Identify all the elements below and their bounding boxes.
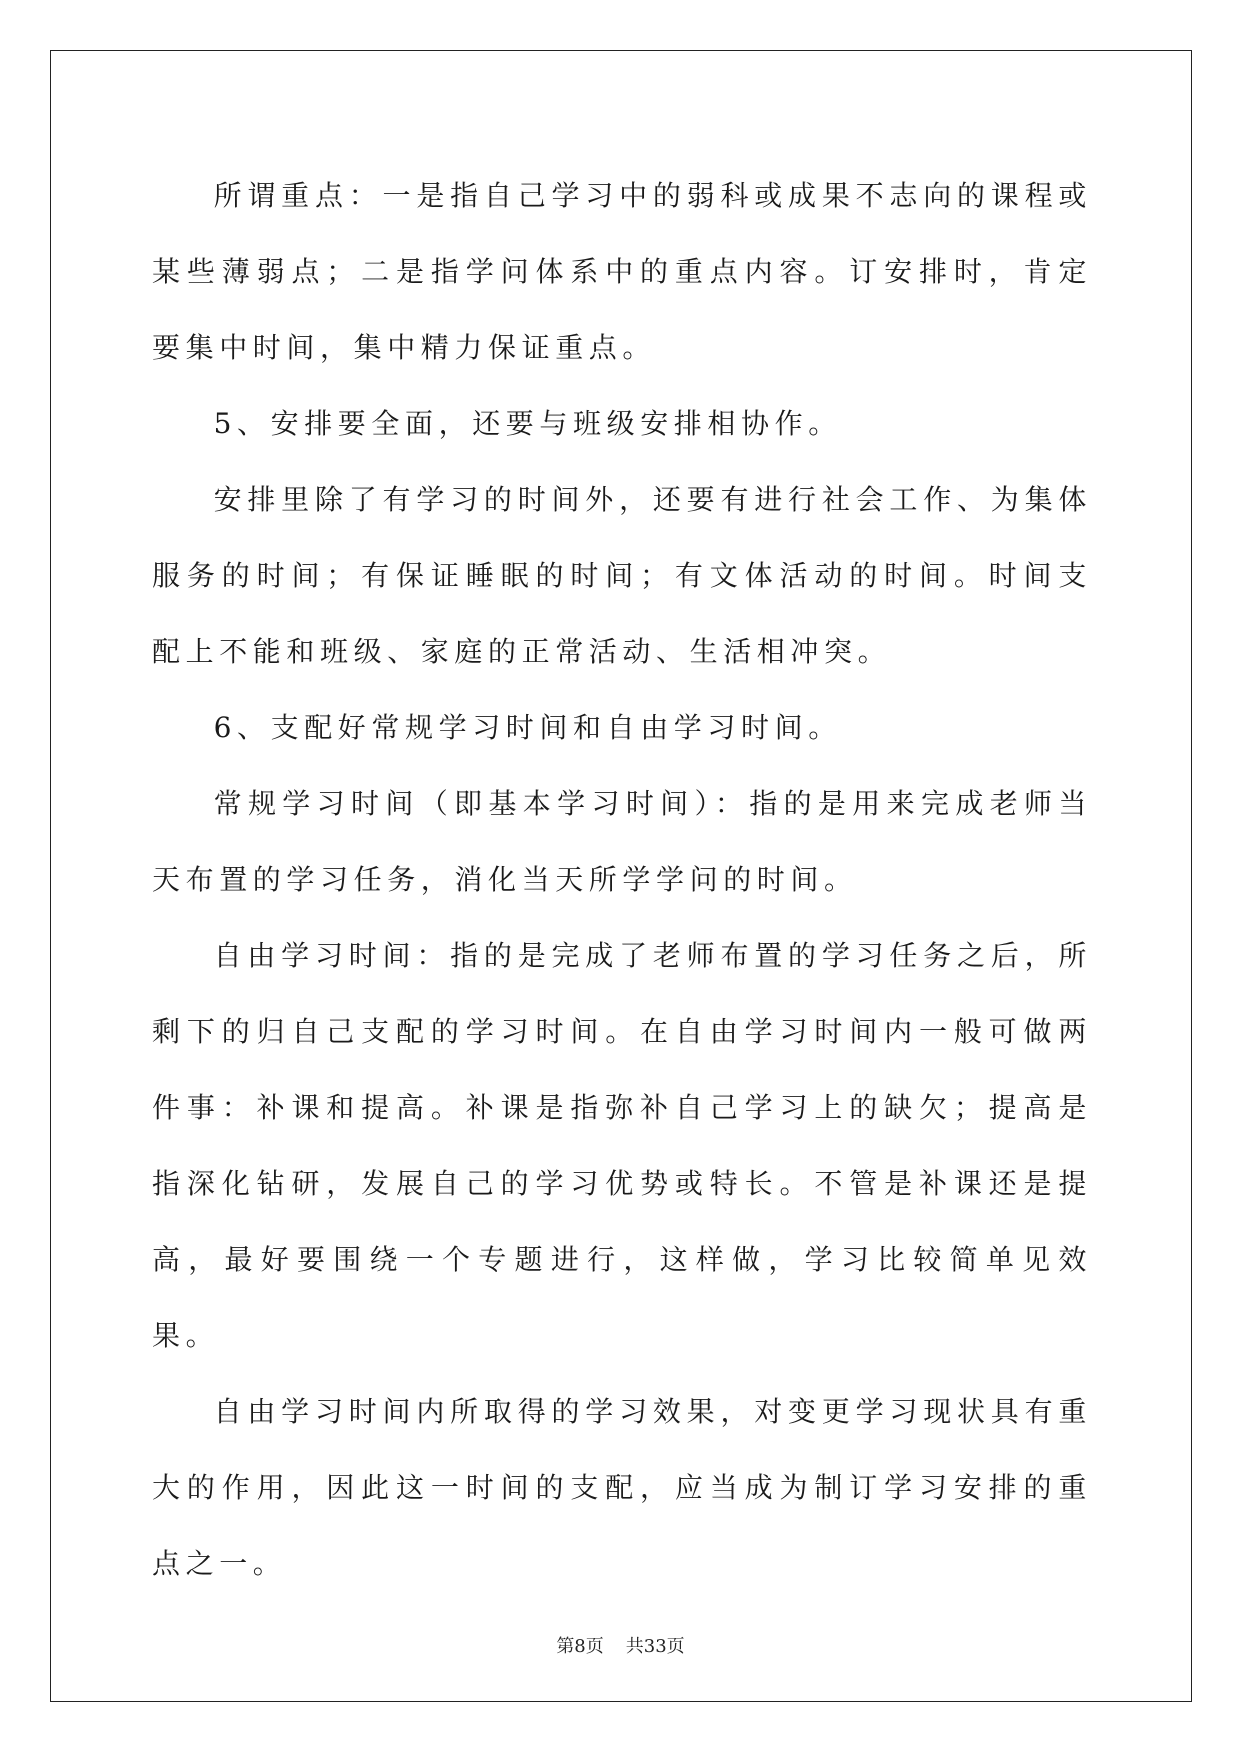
paragraph: 自由学习时间内所取得的学习效果，对变更学习现状具有重大的作用，因此这一时间的支配，应当成为制订学习安排的重点之一。: [152, 1395, 1092, 1580]
paragraph: 自由学习时间：指的是完成了老师布置的学习任务之后，所剩下的归自己支配的学习时间。在自由学习时间内一般可做两件事：补课和提高。补课是指弥补自己学习上的缺欠；提高是指深化钻研，发展自己的学习优势或特长。不管是补课还是提高，最好要围绕一个专题进行，这样做，学习比较简单见效果。: [152, 939, 1092, 1352]
document-body: [152, 158, 1092, 1602]
paragraph: 6、支配好常规学习时间和自由学习时间。: [213, 711, 842, 744]
page-number: 第8页: [556, 1636, 604, 1657]
paragraph: 安排里除了有学习的时间外，还要有进行社会工作、为集体服务的时间；有保证睡眠的时间；有文体活动的时间。时间支配上不能和班级、家庭的正常活动、生活相冲突。: [152, 483, 1092, 668]
paragraph: 常规学习时间（即基本学习时间）：指的是用来完成老师当天布置的学习任务，消化当天所学学问的时间。: [152, 787, 1092, 896]
paragraph: 5、安排要全面，还要与班级安排相协作。: [213, 407, 842, 440]
paragraph: 所谓重点：一是指自己学习中的弱科或成果不志向的课程或某些薄弱点；二是指学问体系中的重点内容。订安排时，肯定要集中时间，集中精力保证重点。: [152, 179, 1092, 364]
page-footer: [0, 1632, 1241, 1658]
page-total: 共33页: [625, 1636, 685, 1657]
